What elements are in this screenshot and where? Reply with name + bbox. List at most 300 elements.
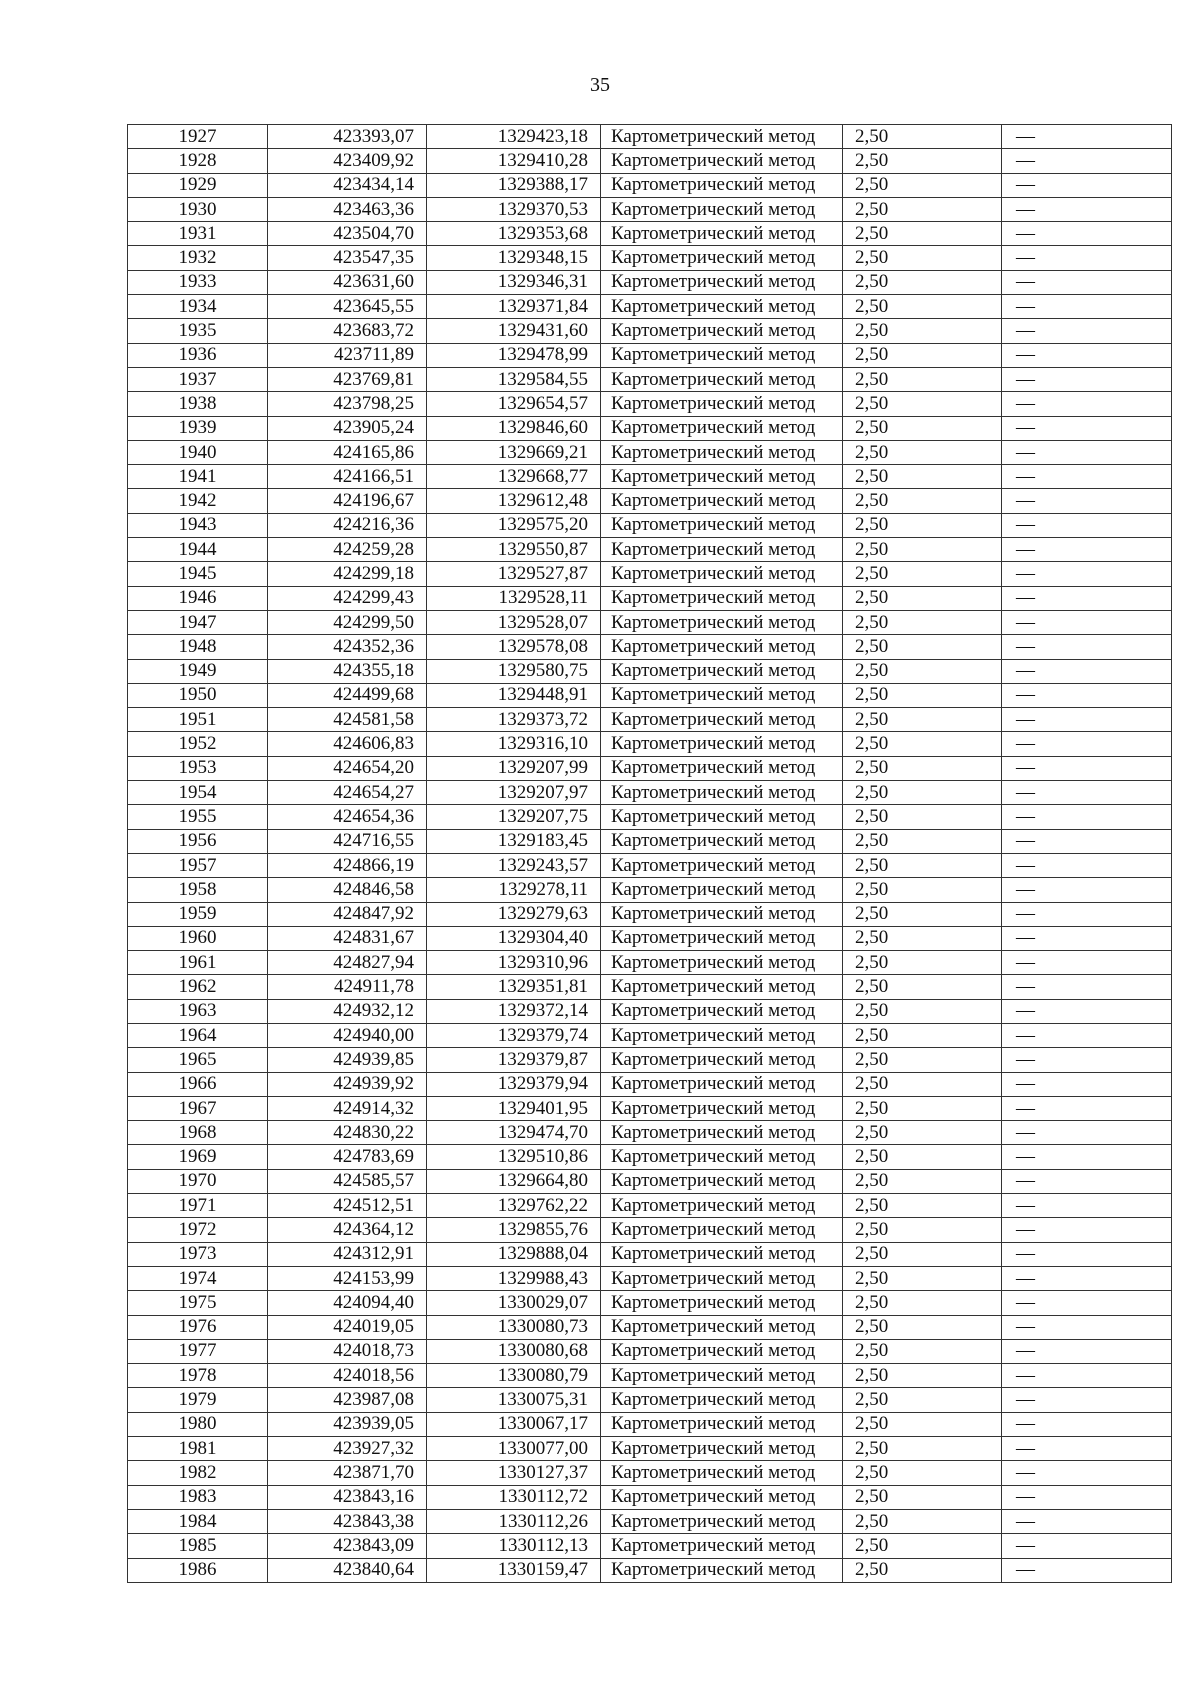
x-coordinate-cell: 424940,00 (268, 1023, 427, 1047)
table-row (128, 756, 1172, 780)
x-coordinate-cell: 424512,51 (268, 1194, 427, 1218)
precision-cell: 2,50 (843, 1534, 1002, 1558)
x-coordinate-cell: 424216,36 (268, 513, 427, 537)
y-coordinate-cell: 1329207,75 (427, 805, 601, 829)
method-cell: Картометрический метод (601, 1072, 843, 1096)
table-row (128, 1388, 1172, 1412)
description-cell: — (1002, 853, 1172, 877)
y-coordinate-cell: 1329668,77 (427, 465, 601, 489)
y-coordinate-cell: 1329379,74 (427, 1023, 601, 1047)
y-coordinate-cell: 1329669,21 (427, 440, 601, 464)
description-cell: — (1002, 659, 1172, 683)
precision-cell: 2,50 (843, 683, 1002, 707)
method-cell: Картометрический метод (601, 853, 843, 877)
description-cell: — (1002, 416, 1172, 440)
description-cell: — (1002, 1339, 1172, 1363)
precision-cell: 2,50 (843, 1558, 1002, 1582)
x-coordinate-cell: 424585,57 (268, 1169, 427, 1193)
point-number-cell: 1977 (128, 1339, 268, 1363)
point-number-cell: 1935 (128, 319, 268, 343)
description-cell: — (1002, 1072, 1172, 1096)
table-row (128, 1485, 1172, 1509)
point-number-cell: 1944 (128, 538, 268, 562)
table-row (128, 1023, 1172, 1047)
x-coordinate-cell: 424654,36 (268, 805, 427, 829)
point-number-cell: 1945 (128, 562, 268, 586)
point-number-cell: 1961 (128, 951, 268, 975)
method-cell: Картометрический метод (601, 926, 843, 950)
point-number-cell: 1954 (128, 781, 268, 805)
x-coordinate-cell: 424299,18 (268, 562, 427, 586)
point-number-cell: 1934 (128, 295, 268, 319)
precision-cell: 2,50 (843, 1364, 1002, 1388)
x-coordinate-cell: 424606,83 (268, 732, 427, 756)
point-number-cell: 1939 (128, 416, 268, 440)
precision-cell: 2,50 (843, 1291, 1002, 1315)
y-coordinate-cell: 1330159,47 (427, 1558, 601, 1582)
point-number-cell: 1952 (128, 732, 268, 756)
point-number-cell: 1965 (128, 1048, 268, 1072)
point-number-cell: 1960 (128, 926, 268, 950)
table-row (128, 343, 1172, 367)
x-coordinate-cell: 424581,58 (268, 708, 427, 732)
table-row (128, 1266, 1172, 1290)
method-cell: Картометрический метод (601, 805, 843, 829)
point-number-cell: 1978 (128, 1364, 268, 1388)
precision-cell: 2,50 (843, 246, 1002, 270)
description-cell: — (1002, 829, 1172, 853)
method-cell: Картометрический метод (601, 1388, 843, 1412)
method-cell: Картометрический метод (601, 1339, 843, 1363)
x-coordinate-cell: 423547,35 (268, 246, 427, 270)
y-coordinate-cell: 1329207,99 (427, 756, 601, 780)
description-cell: — (1002, 975, 1172, 999)
y-coordinate-cell: 1329183,45 (427, 829, 601, 853)
coordinates-table (127, 124, 1172, 1583)
x-coordinate-cell: 424018,73 (268, 1339, 427, 1363)
x-coordinate-cell: 424499,68 (268, 683, 427, 707)
point-number-cell: 1969 (128, 1145, 268, 1169)
y-coordinate-cell: 1329584,55 (427, 367, 601, 391)
table-row (128, 926, 1172, 950)
point-number-cell: 1963 (128, 999, 268, 1023)
description-cell: — (1002, 1315, 1172, 1339)
precision-cell: 2,50 (843, 1023, 1002, 1047)
y-coordinate-cell: 1330029,07 (427, 1291, 601, 1315)
point-number-cell: 1950 (128, 683, 268, 707)
y-coordinate-cell: 1330067,17 (427, 1412, 601, 1436)
x-coordinate-cell: 424259,28 (268, 538, 427, 562)
precision-cell: 2,50 (843, 732, 1002, 756)
description-cell: — (1002, 149, 1172, 173)
description-cell: — (1002, 125, 1172, 149)
y-coordinate-cell: 1329207,97 (427, 781, 601, 805)
method-cell: Картометрический метод (601, 1291, 843, 1315)
description-cell: — (1002, 367, 1172, 391)
point-number-cell: 1981 (128, 1437, 268, 1461)
description-cell: — (1002, 635, 1172, 659)
precision-cell: 2,50 (843, 1121, 1002, 1145)
point-number-cell: 1927 (128, 125, 268, 149)
y-coordinate-cell: 1329654,57 (427, 392, 601, 416)
point-number-cell: 1970 (128, 1169, 268, 1193)
x-coordinate-cell: 424716,55 (268, 829, 427, 853)
method-cell: Картометрический метод (601, 1194, 843, 1218)
y-coordinate-cell: 1329527,87 (427, 562, 601, 586)
y-coordinate-cell: 1329351,81 (427, 975, 601, 999)
point-number-cell: 1984 (128, 1509, 268, 1533)
precision-cell: 2,50 (843, 222, 1002, 246)
point-number-cell: 1948 (128, 635, 268, 659)
table-row (128, 149, 1172, 173)
x-coordinate-cell: 423871,70 (268, 1461, 427, 1485)
x-coordinate-cell: 424312,91 (268, 1242, 427, 1266)
table-row (128, 732, 1172, 756)
table-row (128, 1048, 1172, 1072)
precision-cell: 2,50 (843, 878, 1002, 902)
point-number-cell: 1956 (128, 829, 268, 853)
description-cell: — (1002, 1242, 1172, 1266)
table-row (128, 708, 1172, 732)
precision-cell: 2,50 (843, 489, 1002, 513)
precision-cell: 2,50 (843, 586, 1002, 610)
table-row (128, 1412, 1172, 1436)
precision-cell: 2,50 (843, 343, 1002, 367)
method-cell: Картометрический метод (601, 1121, 843, 1145)
point-number-cell: 1968 (128, 1121, 268, 1145)
description-cell: — (1002, 1291, 1172, 1315)
precision-cell: 2,50 (843, 465, 1002, 489)
x-coordinate-cell: 423463,36 (268, 197, 427, 221)
table-row (128, 1242, 1172, 1266)
description-cell: — (1002, 1169, 1172, 1193)
point-number-cell: 1937 (128, 367, 268, 391)
point-number-cell: 1940 (128, 440, 268, 464)
table-row (128, 1315, 1172, 1339)
table-row (128, 659, 1172, 683)
description-cell: — (1002, 1194, 1172, 1218)
y-coordinate-cell: 1329846,60 (427, 416, 601, 440)
point-number-cell: 1931 (128, 222, 268, 246)
description-cell: — (1002, 1412, 1172, 1436)
precision-cell: 2,50 (843, 1072, 1002, 1096)
method-cell: Картометрический метод (601, 343, 843, 367)
x-coordinate-cell: 424911,78 (268, 975, 427, 999)
precision-cell: 2,50 (843, 1266, 1002, 1290)
x-coordinate-cell: 423504,70 (268, 222, 427, 246)
y-coordinate-cell: 1329310,96 (427, 951, 601, 975)
table-row (128, 1121, 1172, 1145)
description-cell: — (1002, 926, 1172, 950)
table-row (128, 538, 1172, 562)
precision-cell: 2,50 (843, 416, 1002, 440)
point-number-cell: 1974 (128, 1266, 268, 1290)
method-cell: Картометрический метод (601, 683, 843, 707)
description-cell: — (1002, 1558, 1172, 1582)
point-number-cell: 1953 (128, 756, 268, 780)
x-coordinate-cell: 423927,32 (268, 1437, 427, 1461)
description-cell: — (1002, 1388, 1172, 1412)
method-cell: Картометрический метод (601, 1242, 843, 1266)
x-coordinate-cell: 423843,09 (268, 1534, 427, 1558)
y-coordinate-cell: 1329243,57 (427, 853, 601, 877)
table-row (128, 951, 1172, 975)
method-cell: Картометрический метод (601, 465, 843, 489)
y-coordinate-cell: 1329401,95 (427, 1096, 601, 1120)
point-number-cell: 1971 (128, 1194, 268, 1218)
table-row (128, 975, 1172, 999)
precision-cell: 2,50 (843, 1412, 1002, 1436)
precision-cell: 2,50 (843, 1096, 1002, 1120)
x-coordinate-cell: 423843,38 (268, 1509, 427, 1533)
table-row (128, 1461, 1172, 1485)
description-cell: — (1002, 1461, 1172, 1485)
y-coordinate-cell: 1330112,26 (427, 1509, 601, 1533)
y-coordinate-cell: 1330075,31 (427, 1388, 601, 1412)
table-row (128, 222, 1172, 246)
point-number-cell: 1979 (128, 1388, 268, 1412)
y-coordinate-cell: 1329316,10 (427, 732, 601, 756)
x-coordinate-cell: 423840,64 (268, 1558, 427, 1582)
x-coordinate-cell: 424783,69 (268, 1145, 427, 1169)
description-cell: — (1002, 1534, 1172, 1558)
description-cell: — (1002, 1485, 1172, 1509)
precision-cell: 2,50 (843, 1461, 1002, 1485)
description-cell: — (1002, 610, 1172, 634)
description-cell: — (1002, 878, 1172, 902)
y-coordinate-cell: 1329423,18 (427, 125, 601, 149)
precision-cell: 2,50 (843, 781, 1002, 805)
point-number-cell: 1967 (128, 1096, 268, 1120)
description-cell: — (1002, 1437, 1172, 1461)
table-row (128, 1096, 1172, 1120)
y-coordinate-cell: 1329762,22 (427, 1194, 601, 1218)
method-cell: Картометрический метод (601, 1048, 843, 1072)
description-cell: — (1002, 951, 1172, 975)
precision-cell: 2,50 (843, 1145, 1002, 1169)
x-coordinate-cell: 424932,12 (268, 999, 427, 1023)
x-coordinate-cell: 424831,67 (268, 926, 427, 950)
x-coordinate-cell: 423711,89 (268, 343, 427, 367)
method-cell: Картометрический метод (601, 1461, 843, 1485)
description-cell: — (1002, 1509, 1172, 1533)
y-coordinate-cell: 1329279,63 (427, 902, 601, 926)
y-coordinate-cell: 1329528,11 (427, 586, 601, 610)
x-coordinate-cell: 424019,05 (268, 1315, 427, 1339)
table-row (128, 319, 1172, 343)
x-coordinate-cell: 424153,99 (268, 1266, 427, 1290)
x-coordinate-cell: 424299,43 (268, 586, 427, 610)
method-cell: Картометрический метод (601, 1315, 843, 1339)
description-cell: — (1002, 1266, 1172, 1290)
method-cell: Картометрический метод (601, 125, 843, 149)
y-coordinate-cell: 1329431,60 (427, 319, 601, 343)
precision-cell: 2,50 (843, 1218, 1002, 1242)
y-coordinate-cell: 1329988,43 (427, 1266, 601, 1290)
table-row (128, 1291, 1172, 1315)
description-cell: — (1002, 562, 1172, 586)
y-coordinate-cell: 1329580,75 (427, 659, 601, 683)
point-number-cell: 1958 (128, 878, 268, 902)
description-cell: — (1002, 392, 1172, 416)
method-cell: Картометрический метод (601, 586, 843, 610)
y-coordinate-cell: 1329278,11 (427, 878, 601, 902)
point-number-cell: 1947 (128, 610, 268, 634)
table-row (128, 781, 1172, 805)
y-coordinate-cell: 1329379,87 (427, 1048, 601, 1072)
description-cell: — (1002, 586, 1172, 610)
precision-cell: 2,50 (843, 951, 1002, 975)
description-cell: — (1002, 270, 1172, 294)
method-cell: Картометрический метод (601, 878, 843, 902)
point-number-cell: 1929 (128, 173, 268, 197)
method-cell: Картометрический метод (601, 562, 843, 586)
x-coordinate-cell: 424018,56 (268, 1364, 427, 1388)
method-cell: Картометрический метод (601, 367, 843, 391)
precision-cell: 2,50 (843, 513, 1002, 537)
description-cell: — (1002, 1048, 1172, 1072)
method-cell: Картометрический метод (601, 197, 843, 221)
table-row (128, 1509, 1172, 1533)
precision-cell: 2,50 (843, 999, 1002, 1023)
method-cell: Картометрический метод (601, 173, 843, 197)
point-number-cell: 1962 (128, 975, 268, 999)
y-coordinate-cell: 1329575,20 (427, 513, 601, 537)
y-coordinate-cell: 1329478,99 (427, 343, 601, 367)
point-number-cell: 1942 (128, 489, 268, 513)
page-number: 35 (590, 74, 610, 96)
method-cell: Картометрический метод (601, 1558, 843, 1582)
y-coordinate-cell: 1329855,76 (427, 1218, 601, 1242)
description-cell: — (1002, 756, 1172, 780)
y-coordinate-cell: 1329528,07 (427, 610, 601, 634)
x-coordinate-cell: 423843,16 (268, 1485, 427, 1509)
point-number-cell: 1976 (128, 1315, 268, 1339)
x-coordinate-cell: 424352,36 (268, 635, 427, 659)
x-coordinate-cell: 424914,32 (268, 1096, 427, 1120)
description-cell: — (1002, 173, 1172, 197)
method-cell: Картометрический метод (601, 416, 843, 440)
x-coordinate-cell: 423393,07 (268, 125, 427, 149)
description-cell: — (1002, 197, 1172, 221)
point-number-cell: 1957 (128, 853, 268, 877)
precision-cell: 2,50 (843, 756, 1002, 780)
precision-cell: 2,50 (843, 538, 1002, 562)
precision-cell: 2,50 (843, 853, 1002, 877)
y-coordinate-cell: 1330112,13 (427, 1534, 601, 1558)
precision-cell: 2,50 (843, 1315, 1002, 1339)
method-cell: Картометрический метод (601, 270, 843, 294)
table-row (128, 805, 1172, 829)
table-row (128, 1072, 1172, 1096)
method-cell: Картометрический метод (601, 756, 843, 780)
y-coordinate-cell: 1329372,14 (427, 999, 601, 1023)
y-coordinate-cell: 1329348,15 (427, 246, 601, 270)
method-cell: Картометрический метод (601, 1218, 843, 1242)
y-coordinate-cell: 1329550,87 (427, 538, 601, 562)
point-number-cell: 1943 (128, 513, 268, 537)
table-row (128, 270, 1172, 294)
description-cell: — (1002, 683, 1172, 707)
table-row (128, 829, 1172, 853)
table-row (128, 1558, 1172, 1582)
x-coordinate-cell: 424654,27 (268, 781, 427, 805)
y-coordinate-cell: 1329510,86 (427, 1145, 601, 1169)
point-number-cell: 1951 (128, 708, 268, 732)
table-row (128, 197, 1172, 221)
table-row (128, 513, 1172, 537)
description-cell: — (1002, 343, 1172, 367)
x-coordinate-cell: 424866,19 (268, 853, 427, 877)
x-coordinate-cell: 423409,92 (268, 149, 427, 173)
y-coordinate-cell: 1329371,84 (427, 295, 601, 319)
y-coordinate-cell: 1330077,00 (427, 1437, 601, 1461)
y-coordinate-cell: 1330112,72 (427, 1485, 601, 1509)
x-coordinate-cell: 424847,92 (268, 902, 427, 926)
y-coordinate-cell: 1330080,73 (427, 1315, 601, 1339)
method-cell: Картометрический метод (601, 732, 843, 756)
table-row (128, 1339, 1172, 1363)
method-cell: Картометрический метод (601, 999, 843, 1023)
x-coordinate-cell: 424299,50 (268, 610, 427, 634)
y-coordinate-cell: 1329888,04 (427, 1242, 601, 1266)
table-row (128, 465, 1172, 489)
table-row (128, 440, 1172, 464)
precision-cell: 2,50 (843, 829, 1002, 853)
table-row (128, 173, 1172, 197)
method-cell: Картометрический метод (601, 1437, 843, 1461)
x-coordinate-cell: 424364,12 (268, 1218, 427, 1242)
method-cell: Картометрический метод (601, 659, 843, 683)
description-cell: — (1002, 1023, 1172, 1047)
description-cell: — (1002, 538, 1172, 562)
table-row (128, 1534, 1172, 1558)
method-cell: Картометрический метод (601, 392, 843, 416)
method-cell: Картометрический метод (601, 1509, 843, 1533)
method-cell: Картометрический метод (601, 1266, 843, 1290)
x-coordinate-cell: 423769,81 (268, 367, 427, 391)
x-coordinate-cell: 423645,55 (268, 295, 427, 319)
point-number-cell: 1985 (128, 1534, 268, 1558)
table-row (128, 902, 1172, 926)
method-cell: Картометрический метод (601, 781, 843, 805)
precision-cell: 2,50 (843, 392, 1002, 416)
precision-cell: 2,50 (843, 197, 1002, 221)
point-number-cell: 1928 (128, 149, 268, 173)
x-coordinate-cell: 424846,58 (268, 878, 427, 902)
point-number-cell: 1972 (128, 1218, 268, 1242)
x-coordinate-cell: 423683,72 (268, 319, 427, 343)
description-cell: — (1002, 513, 1172, 537)
precision-cell: 2,50 (843, 975, 1002, 999)
table-row (128, 125, 1172, 149)
y-coordinate-cell: 1329304,40 (427, 926, 601, 950)
table-row (128, 489, 1172, 513)
method-cell: Картометрический метод (601, 319, 843, 343)
precision-cell: 2,50 (843, 440, 1002, 464)
description-cell: — (1002, 440, 1172, 464)
point-number-cell: 1955 (128, 805, 268, 829)
method-cell: Картометрический метод (601, 635, 843, 659)
point-number-cell: 1933 (128, 270, 268, 294)
description-cell: — (1002, 781, 1172, 805)
x-coordinate-cell: 424166,51 (268, 465, 427, 489)
precision-cell: 2,50 (843, 1194, 1002, 1218)
y-coordinate-cell: 1329346,31 (427, 270, 601, 294)
description-cell: — (1002, 805, 1172, 829)
point-number-cell: 1936 (128, 343, 268, 367)
y-coordinate-cell: 1329664,80 (427, 1169, 601, 1193)
